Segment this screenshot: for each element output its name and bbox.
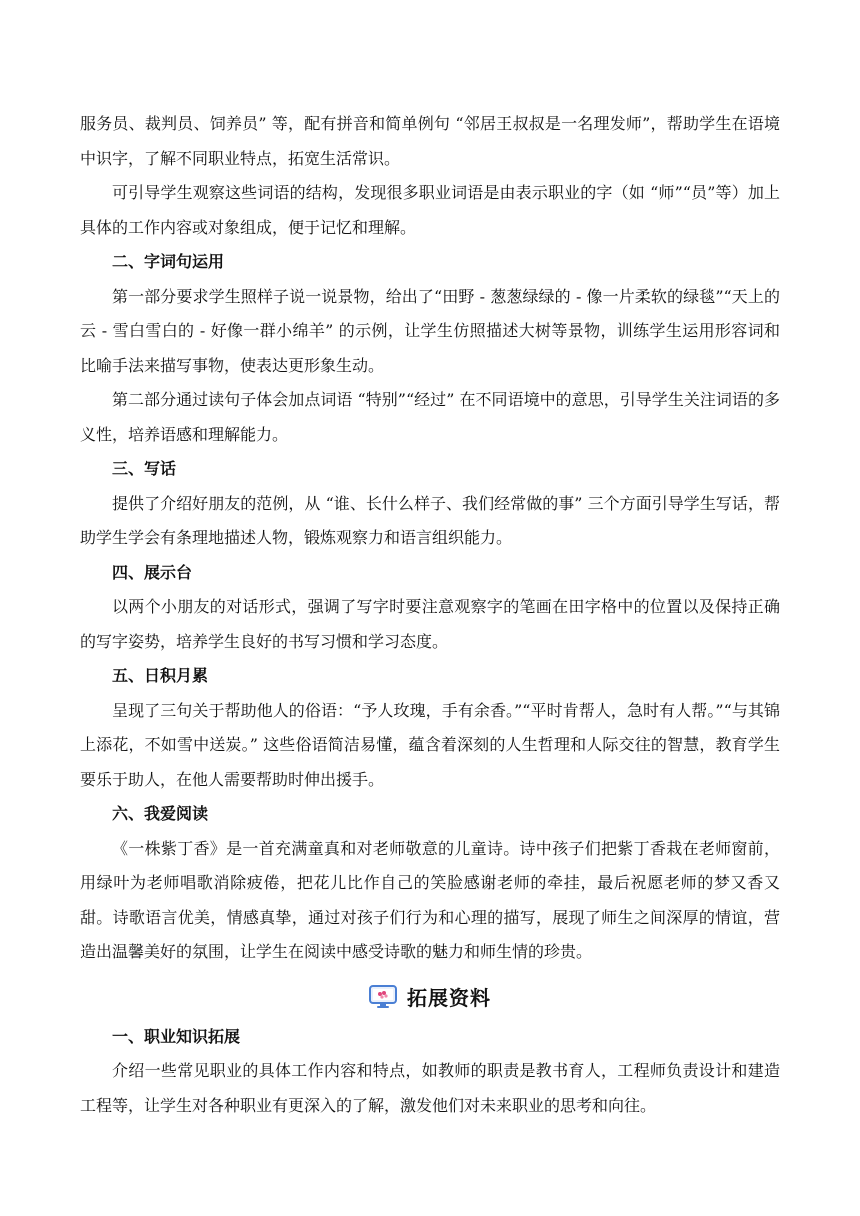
extension-banner-title: 拓展资料	[407, 986, 491, 1010]
paragraph-reading: 《一株紫丁香》是一首充满童真和对老师敬意的儿童诗。诗中孩子们把紫丁香栽在老师窗前，用绿叶为老师唱歌消除疲倦，把花儿比作自己的笑脸感谢老师的牵挂，最后祝愿老师的梦又香又甜。诗歌语言优美，情感真挚，通过对孩子们行为和心理的描写，展现了师生之间深厚的情谊，营造出温馨美好的氛围，让学生在阅读中感受诗歌的魅力和师生情的珍贵。	[80, 838, 780, 961]
paragraph-daily-accumulation: 呈现了三句关于帮助他人的俗语：“予人玫瑰，手有余香。”“平时肯帮人，急时有人帮。”“与其锦上添花，不如雪中送炭。” 这些俗语简洁易懂，蕴含着深刻的人生哲理和人际交往的智慧，教育学生要乐于助人，在他人需要帮助时伸出援手。	[80, 700, 780, 789]
document-body	[80, 107, 780, 1123]
paragraph-occupation-words: 服务员、裁判员、饲养员” 等，配有拼音和简单例句 “邻居王叔叔是一名理发师”，帮助学生在语境中识字，了解不同职业特点，拓宽生活常识。	[80, 114, 780, 168]
paragraph-showcase: 以两个小朋友的对话形式，强调了写字时要注意观察字的笔画在田字格中的位置以及保持正确的写字姿势，培养学生良好的书写习惯和学习态度。	[80, 597, 780, 651]
paragraph-word-usage-part2: 第二部分通过读句子体会加点词语 “特别”“经过” 在不同语境中的意思，引导学生关注词语的多义性，培养语感和理解能力。	[80, 390, 780, 444]
section-heading-word-usage: 二、字词句运用	[112, 252, 225, 271]
section-heading-writing: 三、写话	[112, 459, 177, 478]
extension-banner	[80, 974, 780, 1020]
section-heading-reading: 六、我爱阅读	[112, 804, 209, 823]
section-heading-career-knowledge: 一、职业知识拓展	[112, 1026, 241, 1046]
monitor-flower-icon	[369, 985, 397, 1009]
paragraph-word-structure: 可引导学生观察这些词语的结构，发现很多职业词语是由表示职业的字（如 “师”“员”等）加上具体的工作内容或对象组成，便于记忆和理解。	[80, 183, 780, 237]
paragraph-career-knowledge: 介绍一些常见职业的具体工作内容和特点，如教师的职责是教书育人，工程师负责设计和建造工程等，让学生对各种职业有更深入的了解，激发他们对未来职业的思考和向往。	[80, 1061, 780, 1115]
section-heading-showcase: 四、展示台	[112, 562, 193, 582]
paragraph-word-usage-part1: 第一部分要求学生照样子说一说景物，给出了“田野 - 葱葱绿绿的 - 像一片柔软的绿毯”“天上的云 - 雪白雪白的 - 好像一群小绵羊” 的示例，让学生仿照描述大树等景物，训练学生运用形容词和比喻手法来描写事物，使表达更形象生动。	[80, 286, 780, 375]
paragraph-writing: 提供了介绍好朋友的范例，从 “谁、长什么样子、我们经常做的事” 三个方面引导学生写话，帮助学生学会有条理地描述人物，锻炼观察力和语言组织能力。	[80, 493, 780, 547]
section-heading-daily-accumulation: 五、日积月累	[112, 666, 209, 685]
